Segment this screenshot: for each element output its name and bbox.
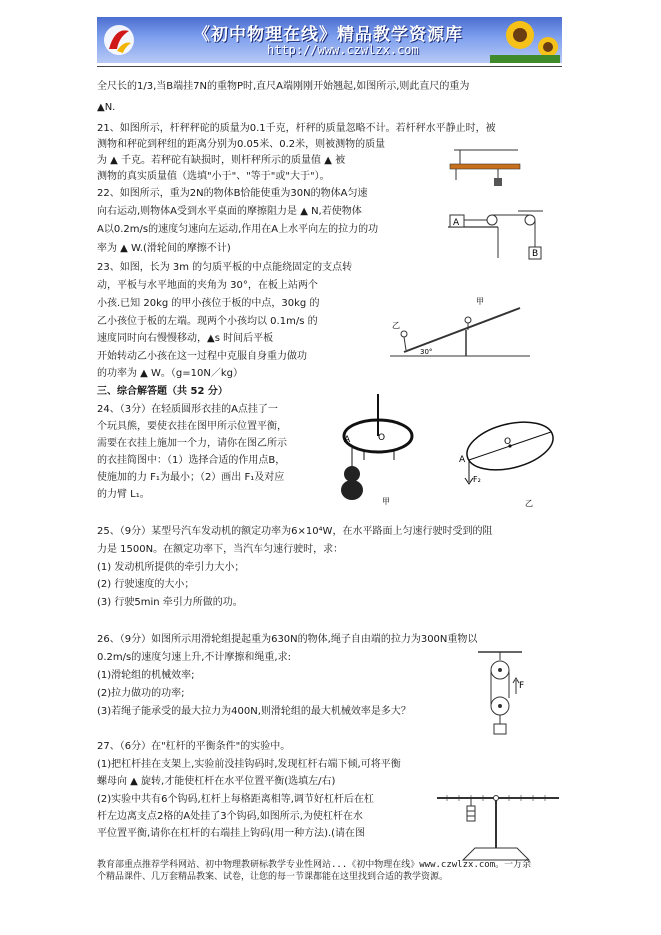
text-line: 个玩具熊，要使衣挂在图甲所示位置平衡， bbox=[97, 421, 287, 432]
hanger2-f-label: F₂ bbox=[473, 475, 481, 484]
steelyard-figure bbox=[446, 146, 526, 190]
block-a-label: A bbox=[453, 218, 460, 228]
text-line: (2) 行驶速度的大小； bbox=[97, 579, 195, 590]
child-yi-label: 乙 bbox=[392, 321, 400, 330]
header-rule bbox=[97, 66, 562, 67]
text-line: 螺母向 ▲ 旋转,才能使杠杆在水平位置平衡(选填左/右) bbox=[97, 776, 336, 787]
section-heading: 三、综合解答题（共 52 分） bbox=[97, 386, 228, 397]
text-line: 24、（3分）在轻质圆形衣挂的A点挂了一 bbox=[97, 404, 278, 415]
text-line: 动，平板与水平地面的夹角为 30°，在板上站两个 bbox=[97, 280, 318, 291]
text-line: 速度同时向右慢慢移动，▲s 时间后平板 bbox=[97, 333, 274, 344]
text-line: (3)若绳子能承受的最大拉力为400N,则滑轮组的最大机械效率是多大？ bbox=[97, 706, 411, 717]
text-line: 全尺长的1/3,当B端挂7N的重物P时,直尺A端刚刚开始翘起,如图所示,则此直尺的重为 bbox=[97, 81, 470, 92]
page-footer bbox=[97, 859, 562, 883]
hanger-bear-figure bbox=[338, 392, 418, 512]
text-line: 的力臂 L₁。 bbox=[97, 489, 150, 500]
header-banner bbox=[97, 17, 562, 63]
text-line: 平位置平衡,请你在杠杆的右端挂上钩码(用一种方法).(请在图 bbox=[97, 828, 366, 839]
pulley-f-label: F bbox=[519, 681, 525, 691]
child-jia-label: 甲 bbox=[476, 297, 484, 306]
text-line: (2)拉力做功的功率; bbox=[97, 688, 185, 699]
text-line: 测物的真实质量值（选填"小于"、"等于"或"大于"）。 bbox=[97, 171, 330, 182]
text-line: 测物和秤砣到秤纽的距离分别为0.05米、0.2米，则被测物的质量 bbox=[97, 139, 386, 150]
hanger2-a-label: A bbox=[459, 455, 466, 465]
banner-title: 《初中物理在线》精品教学资源库 bbox=[193, 25, 463, 45]
pulley-table-figure bbox=[448, 203, 548, 263]
text-line: (3) 行驶5min 牵引力所做的功。 bbox=[97, 597, 243, 608]
text-line: 使施加的力 F₁为最小；（2）画出 F₁及对应 bbox=[97, 472, 285, 483]
text-line: 27、（6分）在"杠杆的平衡条件"的实验中。 bbox=[97, 741, 291, 752]
text-line: 需要在衣挂上施加一个力，请你在图乙所示 bbox=[97, 438, 287, 449]
text-line: 0.2m/s的速度匀速上升,不计摩擦和绳重,求: bbox=[97, 652, 291, 663]
text-line: A以0.2m/s的速度匀速向左运动,作用在A上水平向左的拉力的功 bbox=[97, 224, 379, 235]
text-line: 杆左边离支点2格的A处挂了3个钩码,如图所示,为使杠杆在水 bbox=[97, 811, 363, 822]
text-line: 力是 1500N。在额定功率下，当汽车匀速行驶时，求： bbox=[97, 544, 344, 555]
hanger-jia-caption: 甲 bbox=[382, 497, 390, 506]
sunflower-icon bbox=[490, 17, 560, 63]
text-line: 为 ▲ 千克。若秤砣有缺损时，则杆秤所示的质量值 ▲ 被 bbox=[97, 155, 346, 166]
text-line: 25、（9分）某型号汽车发动机的额定功率为6×10⁴W，在水平路面上匀速行驶时受到的阻 bbox=[97, 526, 493, 537]
text-line: 小孩.已知 20kg 的甲小孩位于板的中点，30kg 的 bbox=[97, 298, 320, 309]
angle-label: 30° bbox=[420, 348, 433, 356]
text-line: 乙小孩位于板的左端。现两个小孩均以 0.1m/s 的 bbox=[97, 316, 318, 327]
text-line: 21、如图所示，杆秤秤砣的质量为0.1千克，杆秤的质量忽略不计。若杆秤水平静止时，被 bbox=[97, 123, 496, 134]
pulley-system-figure bbox=[470, 650, 530, 740]
hanger2-yi-caption: 乙 bbox=[525, 499, 533, 508]
text-line: (1)滑轮组的机械效率; bbox=[97, 670, 195, 681]
text-line: ▲N. bbox=[97, 102, 116, 113]
banner-url[interactable]: http://www.czwlzx.com bbox=[267, 43, 419, 57]
text-line: 22、如图所示，重为2N的物体B恰能使重为30N的物体A匀速 bbox=[97, 188, 368, 199]
text-line: 率为 ▲ W.(滑轮间的摩擦不计) bbox=[97, 243, 231, 254]
hanger-o-label: O bbox=[378, 433, 386, 443]
site-logo-icon bbox=[101, 23, 137, 57]
text-line: 26、（9分）如图所示用滑轮组提起重为630N的物体,绳子自由端的拉力为300N重物以 bbox=[97, 634, 478, 645]
lever-figure bbox=[433, 784, 563, 864]
text-line: 23、如图，长为 3m 的匀质平板的中点能绕固定的支点转 bbox=[97, 262, 353, 273]
footer-line-2: 个精品课件、几万套精品教案、试卷，让您的每一节课都能在这里找到合适的教学资源。 bbox=[97, 872, 449, 882]
text-line: 的衣挂简图中：（1）选择合适的作用点B， bbox=[97, 455, 286, 466]
text-line: 向右运动,则物体A受到水平桌面的摩擦阻力是 ▲ N,若使物体 bbox=[97, 206, 362, 217]
hanger-diagram-figure bbox=[455, 418, 565, 508]
text-line: (2)实验中共有6个钩码,杠杆上每格距离相等,调节好杠杆后在杠 bbox=[97, 794, 374, 805]
text-line: 的功率为 ▲ W。（g=10N／kg） bbox=[97, 368, 244, 379]
block-b-label: B bbox=[532, 249, 539, 259]
text-line: (1)把杠杆挂在支架上,实验前没挂钩码时,发现杠杆右端下倾,可将平衡 bbox=[97, 759, 401, 770]
text-line: 开始转动乙小孩在这一过程中克服自身重力做功 bbox=[97, 351, 307, 362]
seesaw-figure bbox=[390, 290, 530, 360]
text-line: (1) 发动机所提供的牵引力大小； bbox=[97, 562, 245, 573]
footer-line-1: 教育部重点推荐学科网站、初中物理教研标教学专业性网站...《初中物理在线》www.czwlzx.com。一万余 bbox=[97, 860, 532, 870]
hanger2-o-label: O bbox=[504, 437, 512, 447]
hanger-a-label: A bbox=[344, 435, 351, 445]
